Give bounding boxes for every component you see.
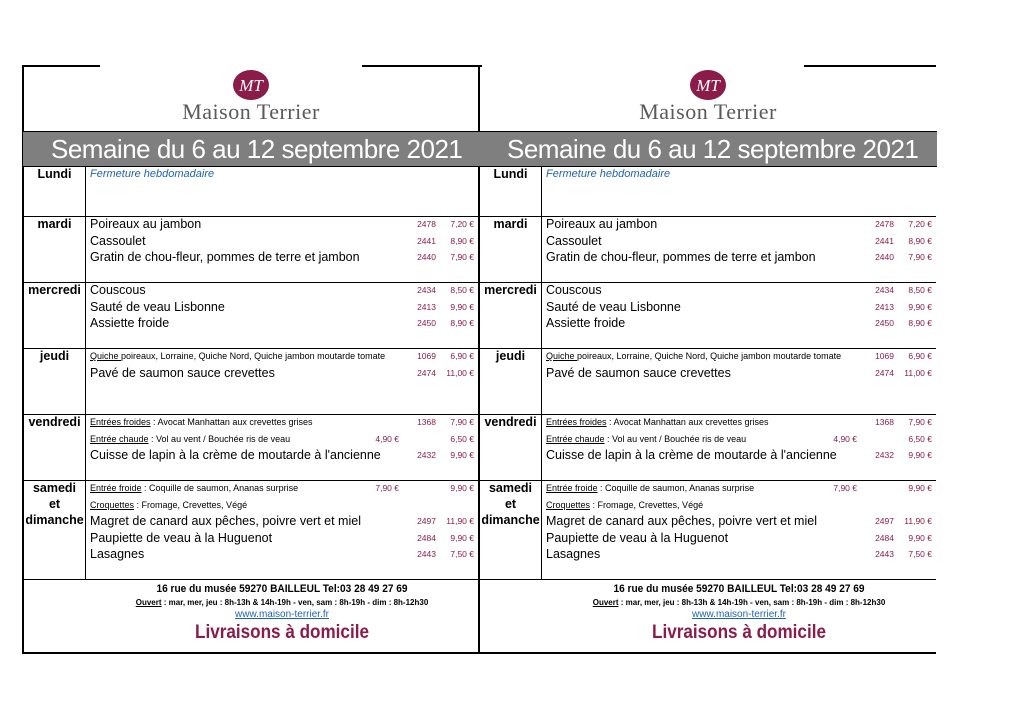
menu-item <box>90 282 474 299</box>
menu-item-code: 2474 <box>417 367 436 378</box>
menu-item-price: 9,90 € <box>450 450 474 460</box>
menu-item-description: : Avocat Manhattan aux crevettes grises <box>150 417 313 427</box>
menu-item-price: 8,90 € <box>450 318 474 328</box>
address: 16 rue du musée 59270 BAILLEUL Tel:03 28 49 27 69 <box>156 583 408 595</box>
menu-item-price-small: 4,90 € <box>833 433 857 444</box>
menu-item-description: Pavé de saumon sauce crevettes <box>546 365 731 380</box>
menu-item-text <box>90 447 381 464</box>
menu-item <box>90 447 474 464</box>
menu-item-description: Assiette froide <box>90 316 170 330</box>
menu-item-text <box>90 216 201 233</box>
menu-item <box>546 348 932 365</box>
menu-item-text <box>90 249 360 266</box>
menu-item-price: 9,90 € <box>908 301 932 312</box>
menu-item-category: Entrée froide <box>90 483 142 493</box>
day-label-part: samedi <box>488 481 533 495</box>
menu-item-description: : Vol au vent / Bouchée ris de veau <box>148 433 291 444</box>
menu-item-price-small: 7,90 € <box>833 483 857 493</box>
menu-item-description: Paupiette de veau à la Huguenot <box>546 530 729 545</box>
menu-item-text <box>546 299 681 316</box>
menu-item-description: Gratin de chou-fleur, pommes de terre et jambon <box>546 250 816 264</box>
day-row <box>24 414 478 481</box>
menu-item-price: 6,50 € <box>450 433 474 444</box>
menu-item-description: Couscous <box>90 283 146 297</box>
menu-item-category: Croquettes <box>90 499 135 510</box>
brand-wordmark: Maison Terrier <box>639 99 777 124</box>
day-row <box>24 216 478 283</box>
menu-item <box>546 530 932 547</box>
menu-panel-left <box>22 66 480 654</box>
opening-hours <box>86 598 478 607</box>
svg-text:MT: MT <box>696 76 720 95</box>
menu-item-text <box>546 166 670 183</box>
menu-item-price: 8,90 € <box>908 235 932 246</box>
menu-item-text <box>90 513 361 530</box>
menu-item-description: Fermeture hebdomadaire <box>546 168 671 180</box>
menu-item-text <box>546 414 768 431</box>
menu-item-text <box>546 447 837 464</box>
menu-item-text <box>90 282 146 299</box>
menu-item-category: Entrée froide <box>546 483 598 493</box>
menu-item-text <box>546 233 602 250</box>
day-label: Lundi <box>480 166 542 216</box>
menu-item-code: 1069 <box>875 351 894 361</box>
top-border-segment <box>22 65 100 67</box>
menu-item <box>90 216 474 233</box>
menu-item-code: 2440 <box>875 252 894 262</box>
menu-item-code: 2432 <box>417 450 436 460</box>
menu-item-price: 7,90 € <box>908 417 932 427</box>
menu-item <box>546 414 932 431</box>
brand-name <box>24 99 478 125</box>
menu-item <box>546 513 932 530</box>
day-label: jeudi <box>480 348 542 414</box>
menu-item-price: 11,00 € <box>446 367 474 378</box>
menu-item <box>546 431 932 448</box>
menu-item-text <box>546 365 731 382</box>
day-row <box>24 480 478 580</box>
menu-item-description: Gratin de chou-fleur, pommes de terre et jambon <box>90 250 360 264</box>
day-label-part: et <box>48 497 61 511</box>
menu-item-category: Entrées froides <box>90 417 151 427</box>
menu-item-price: 7,90 € <box>908 252 932 262</box>
menu-item-category: Entrée chaude <box>546 433 605 444</box>
menu-item <box>90 315 474 332</box>
menu-item-text <box>90 546 144 563</box>
day-row <box>480 166 936 217</box>
menu-item-text <box>90 348 385 365</box>
menu-item-price-small: 7,90 € <box>375 483 399 493</box>
menu-item-description: Paupiette de veau à la Huguenot <box>90 530 273 545</box>
menu-item-description: Cassoulet <box>90 233 146 248</box>
menu-item <box>546 546 932 563</box>
hours-label: Ouvert <box>592 598 619 607</box>
menu-item-description: : Coquille de saumon, Ananas surprise <box>597 483 755 493</box>
menu-item-text <box>546 480 754 497</box>
menu-item <box>90 365 474 382</box>
menu-item-code: 2413 <box>875 301 894 312</box>
menu-item-code: 2478 <box>875 219 894 229</box>
menu-item-description: Cassoulet <box>546 233 602 248</box>
day-row <box>24 166 478 217</box>
day-label: mercredi <box>480 282 542 348</box>
address: 16 rue du musée 59270 BAILLEUL Tel:03 28 49 27 69 <box>613 583 865 595</box>
menu-item-text <box>90 299 225 316</box>
opening-hours <box>542 598 936 607</box>
day-label-part: dimanche <box>25 513 84 527</box>
menu-item-code: 2440 <box>417 252 436 262</box>
menu-item-code: 1069 <box>417 351 436 361</box>
menu-item-code: 2450 <box>417 318 436 328</box>
menu-item-description: : Coquille de saumon, Ananas surprise <box>141 483 299 493</box>
menu-item-text <box>90 233 146 250</box>
menu-item <box>90 497 474 514</box>
day-row <box>24 348 478 415</box>
day-label <box>24 480 86 579</box>
menu-item-price: 7,50 € <box>450 549 474 559</box>
menu-item-description: : Avocat Manhattan aux crevettes grises <box>606 417 769 427</box>
menu-item-code: 2484 <box>417 532 436 543</box>
menu-item-text <box>546 249 816 266</box>
menu-item-text <box>546 497 703 514</box>
week-title: Semaine du 6 au 12 septembre 2021 <box>479 131 937 167</box>
menu-item-price: 11,00 € <box>904 367 932 378</box>
menu-item-code: 2441 <box>875 235 894 246</box>
menu-item-price: 9,90 € <box>908 532 932 543</box>
logo <box>24 66 478 130</box>
menu-item <box>90 348 474 365</box>
menu-item <box>546 315 932 332</box>
menu-item-price: 9,90 € <box>908 483 932 493</box>
menu-item <box>546 299 932 316</box>
menu-item-price: 7,90 € <box>450 252 474 262</box>
menu-item-description: Cuisse de lapin à la crème de moutarde à l'ancienne <box>546 448 837 462</box>
menu-item-description: poireaux, Lorraine, Quiche Nord, Quiche jambon moutarde tomate <box>121 351 386 361</box>
menu-item-description: Magret de canard aux pêches, poivre vert et miel <box>90 514 361 528</box>
menu-item-price: 8,90 € <box>908 318 932 328</box>
menu-item-text <box>90 414 312 431</box>
menu-item-category: Entrées froides <box>546 417 607 427</box>
menu-item-description: Sauté de veau Lisbonne <box>90 299 225 314</box>
menu-item-text <box>546 282 602 299</box>
menu-item-text <box>90 497 247 514</box>
menu-item-text <box>90 480 298 497</box>
menu-item-code: 2441 <box>417 235 436 246</box>
menu-item <box>546 216 932 233</box>
day-row <box>480 414 936 481</box>
menu-item-text <box>546 513 817 530</box>
menu-item-text <box>546 216 657 233</box>
menu-item <box>90 513 474 530</box>
menu-item <box>546 233 932 250</box>
svg-text:MT: MT <box>239 76 263 95</box>
menu-item-description: Couscous <box>546 283 602 297</box>
menu-item-code: 2432 <box>875 450 894 460</box>
day-label: jeudi <box>24 348 86 414</box>
menu-item <box>546 447 932 464</box>
day-label: vendredi <box>24 414 86 480</box>
delivery-banner: Livraisons à domicile <box>195 622 369 643</box>
top-border-segment <box>804 65 936 67</box>
day-row <box>480 480 936 580</box>
menu-item-code: 1368 <box>875 417 894 427</box>
day-row <box>480 282 936 349</box>
day-label: vendredi <box>480 414 542 480</box>
menu-item-text <box>90 166 214 183</box>
menu-item-price: 9,90 € <box>908 450 932 460</box>
mt-monogram-icon <box>686 68 730 102</box>
menu-item-category: Entrée chaude <box>90 433 149 444</box>
menu-item <box>90 546 474 563</box>
logo <box>480 66 936 130</box>
menu-panel-right <box>480 66 936 654</box>
week-title: Semaine du 6 au 12 septembre 2021 <box>23 131 479 167</box>
menu-item-description: : Fromage, Crevettes, Végé <box>134 499 248 510</box>
menu-item-code: 2497 <box>417 516 436 526</box>
menu-item <box>90 166 474 183</box>
day-label: Lundi <box>24 166 86 216</box>
website-link[interactable]: www.maison-terrier.fr <box>235 609 329 620</box>
day-row <box>24 282 478 349</box>
menu-item-text <box>90 365 275 382</box>
menu-item <box>546 249 932 266</box>
menu-item-price: 8,50 € <box>908 285 932 295</box>
brand-name <box>480 99 936 125</box>
menu-item-price: 6,90 € <box>450 351 474 361</box>
menu-item-description: Magret de canard aux pêches, poivre vert et miel <box>546 514 817 528</box>
menu-item <box>546 365 932 382</box>
menu-item-code: 2484 <box>875 532 894 543</box>
menu-item <box>546 497 932 514</box>
menu-item-description: Pavé de saumon sauce crevettes <box>90 365 275 380</box>
menu-item-price: 7,50 € <box>908 549 932 559</box>
menu-item-text <box>546 530 728 547</box>
menu-item-code: 2497 <box>875 516 894 526</box>
menu-item-price: 7,90 € <box>450 417 474 427</box>
menu-item-description: poireaux, Lorraine, Quiche Nord, Quiche jambon moutarde tomate <box>577 351 842 361</box>
brand-wordmark: Maison Terrier <box>182 99 320 124</box>
menu-item-text <box>546 348 841 365</box>
menu-item <box>90 431 474 448</box>
menu-item-price: 8,90 € <box>450 235 474 246</box>
menu-item-price: 11,90 € <box>904 516 932 526</box>
menu-item <box>90 299 474 316</box>
menu-item-price: 9,90 € <box>450 483 474 493</box>
menu-item-price-small: 4,90 € <box>375 433 399 444</box>
menu-item-category: Quiche <box>90 351 122 361</box>
day-label-part: dimanche <box>481 513 540 527</box>
hours-label: Ouvert <box>135 598 162 607</box>
menu-item-description: Poireaux au jambon <box>546 217 658 231</box>
menu-item-code: 2450 <box>875 318 894 328</box>
day-label-part: samedi <box>32 481 77 495</box>
menu-item-category: Quiche <box>546 351 578 361</box>
menu-item <box>90 530 474 547</box>
hours-text: : mar, mer, jeu : 8h-13h & 14h-19h - ven, sam : 8h-19h - dim : 8h-12h30 <box>161 598 429 607</box>
menu-item-text <box>546 546 600 563</box>
menu-item-description: Lasagnes <box>546 547 601 561</box>
menu-item <box>546 480 932 497</box>
menu-item-code: 2474 <box>875 367 894 378</box>
menu-item-price: 9,90 € <box>450 532 474 543</box>
menu-item-price: 11,90 € <box>446 516 474 526</box>
menu-item-description: Sauté de veau Lisbonne <box>546 299 681 314</box>
top-border-segment <box>362 65 482 67</box>
menu-item-description: : Fromage, Crevettes, Végé <box>590 499 704 510</box>
menu-item-text <box>546 315 625 332</box>
menu-item-code: 2443 <box>417 549 436 559</box>
menu-item-price: 7,20 € <box>450 219 474 229</box>
day-row <box>480 216 936 283</box>
menu-item <box>90 414 474 431</box>
delivery-banner: Livraisons à domicile <box>652 622 826 643</box>
menu-item-price: 9,90 € <box>450 301 474 312</box>
menu-item-description: Cuisse de lapin à la crème de moutarde à l'ancienne <box>90 448 381 462</box>
menu-item-price: 6,90 € <box>908 351 932 361</box>
menu-item-price: 8,50 € <box>450 285 474 295</box>
menu-item-description: Fermeture hebdomadaire <box>90 168 215 180</box>
mt-monogram-icon <box>229 68 273 102</box>
day-label: mardi <box>24 216 86 282</box>
day-label: mercredi <box>24 282 86 348</box>
menu-item-price: 7,20 € <box>908 219 932 229</box>
menu-item <box>90 233 474 250</box>
menu-item-text <box>90 315 169 332</box>
menu-item <box>546 282 932 299</box>
menu-item <box>90 480 474 497</box>
hours-text: : mar, mer, jeu : 8h-13h & 14h-19h - ven, sam : 8h-19h - dim : 8h-12h30 <box>618 598 886 607</box>
footer <box>86 579 478 654</box>
menu-item-text <box>90 530 272 547</box>
menu-item-code: 2434 <box>875 285 894 295</box>
menu-item <box>90 249 474 266</box>
menu-item-code: 1368 <box>417 417 436 427</box>
menu-item-code: 2413 <box>417 301 436 312</box>
menu-item-description: : Vol au vent / Bouchée ris de veau <box>604 433 747 444</box>
menu-item-description: Assiette froide <box>546 316 626 330</box>
menu-item-code: 2478 <box>417 219 436 229</box>
day-label <box>480 480 542 579</box>
footer <box>542 579 936 654</box>
menu-item-code: 2443 <box>875 549 894 559</box>
menu-item-category: Croquettes <box>546 499 591 510</box>
menu-item-code: 2434 <box>417 285 436 295</box>
menu-item-description: Poireaux au jambon <box>90 217 202 231</box>
day-label: mardi <box>480 216 542 282</box>
day-label-part: et <box>504 497 517 511</box>
day-row <box>480 348 936 415</box>
menu-item-price: 6,50 € <box>908 433 932 444</box>
menu-item-description: Lasagnes <box>90 547 145 561</box>
menu-item-text <box>546 431 746 448</box>
menu-item-text <box>90 431 290 448</box>
website-link[interactable]: www.maison-terrier.fr <box>692 609 786 620</box>
menu-item <box>546 166 932 183</box>
